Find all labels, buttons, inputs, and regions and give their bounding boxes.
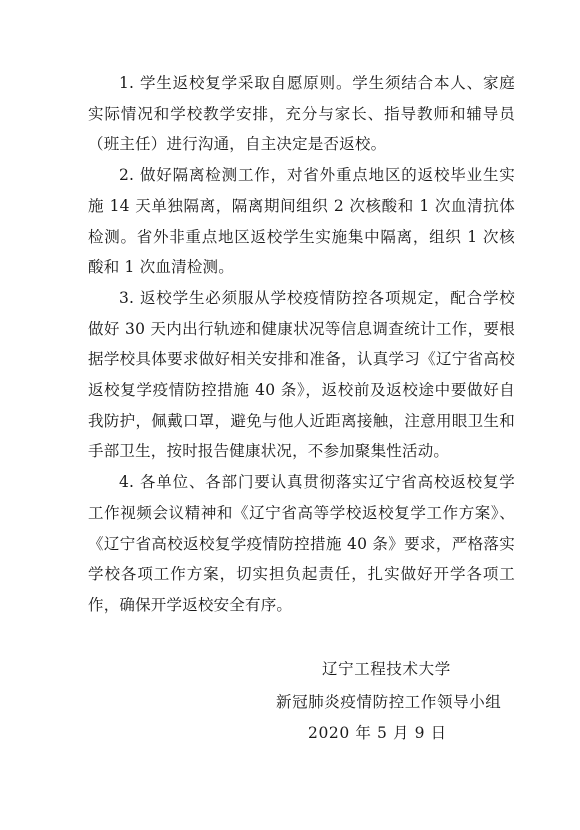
document-body	[88, 68, 515, 621]
signature-group: 新冠肺炎疫情防控工作领导小组	[276, 693, 502, 711]
signature-date: 2020 年 5 月 9 日	[308, 724, 447, 742]
paragraph-3: 3. 返校学生必须服从学校疫情防控各项规定，配合学校做好 30 天内出行轨迹和健康状况等信息调查统计工作，要根据学校具体要求做好相关安排和准备，认真学习《辽宁省高校返校复学疫情防控措施 40 条》，返校前及返校途中要做好自我防护，佩戴口罩，避免与他人近距离接触，注意用眼卫生和手部卫生，按时报告健康状况，不参加聚集性活动。	[88, 288, 515, 461]
paragraph-4: 4. 各单位、各部门要认真贯彻落实辽宁省高校返校复学工作视频会议精神和《辽宁省高等学校返校复学工作方案》、《辽宁省高校返校复学疫情防控措施 40 条》要求，严格落实学校各项工作方案，切实担负起责任，扎实做好开学各项工作，确保开学返校安全有序。	[88, 473, 515, 614]
paragraph-1: 1. 学生返校复学采取自愿原则。学生须结合本人、家庭实际情况和学校教学安排，充分与家长、指导教师和辅导员（班主任）进行沟通，自主决定是否返校。	[88, 74, 515, 154]
signature-organization: 辽宁工程技术大学	[322, 660, 451, 678]
paragraph-2: 2. 做好隔离检测工作，对省外重点地区的返校毕业生实施 14 天单独隔离，隔离期间组织 2 次核酸和 1 次血清抗体检测。省外非重点地区返校学生实施集中隔离，组织 1 次核酸和 1 次血清检测。	[88, 166, 515, 277]
